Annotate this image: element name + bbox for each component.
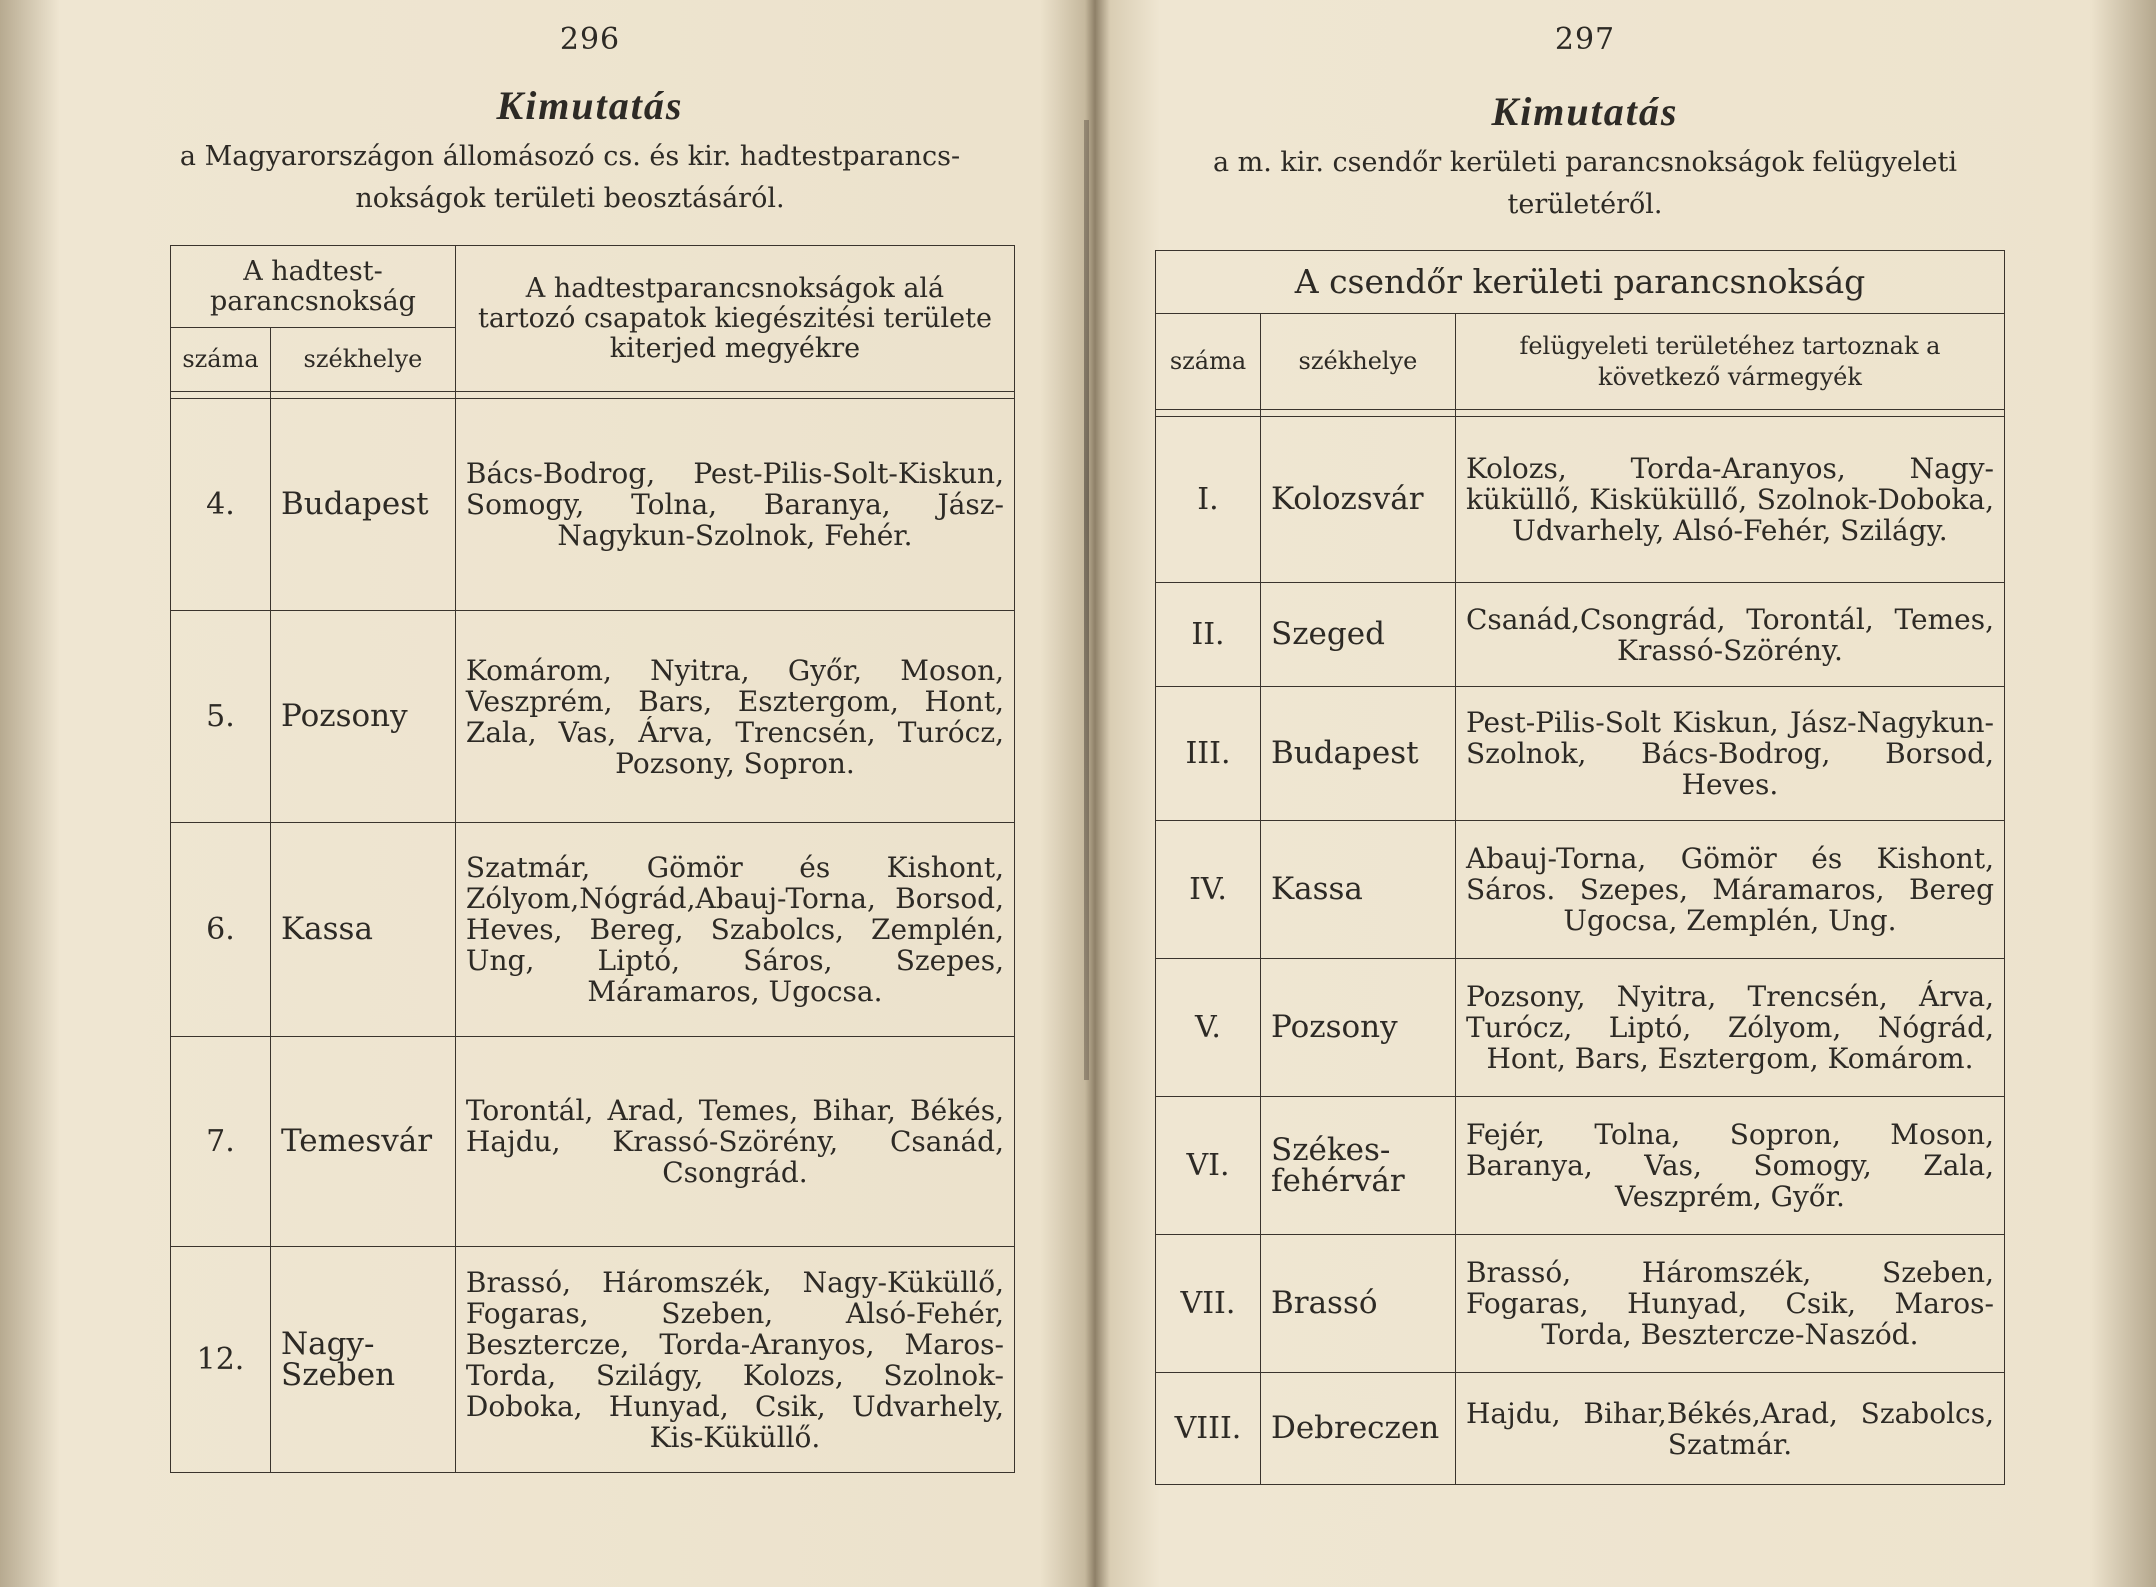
- table-row: [1156, 1097, 2005, 1235]
- table-row: [171, 611, 1015, 823]
- row-counties: Fejér, Tolna, Sopron, Moson, Baranya, Vas, Somogy, Zala, Veszprém, Győr.: [1455, 1097, 2004, 1235]
- row-counties: Torontál, Arad, Temes, Bihar, Békés, Hajdu, Krassó-Szörény, Csanád, Csongrád.: [455, 1037, 1014, 1247]
- table-row: [171, 1247, 1015, 1473]
- row-counties: Kolozs, Torda-Aranyos, Nagy-küküllő, Kisküküllő, Szolnok-Doboka, Udvarhely, Alsó-Fehér, Szilágy.: [1455, 417, 2004, 583]
- subtitle-line: nokságok területi beosztásáról.: [355, 183, 785, 214]
- row-counties: Brassó, Háromszék, Szeben, Fogaras, Hunyad, Csik, Maros-Torda, Beszterczе-Naszód.: [1455, 1235, 2004, 1373]
- row-number: V.: [1156, 959, 1261, 1097]
- row-counties: Bács-Bodrog, Pest-Pilis-Solt-Kiskun, Somogy, Tolna, Baranya, Jász-Nagykun-Szolnok, Fehér.: [455, 399, 1014, 611]
- row-seat: Nagy-Szeben: [270, 1247, 455, 1473]
- page-number: 296: [559, 22, 621, 57]
- table-row: [1156, 821, 2005, 959]
- row-seat: Brassó: [1260, 1235, 1455, 1373]
- table-row: [1156, 417, 2005, 583]
- subtitle-line: területéről.: [1507, 189, 1663, 220]
- row-counties: Pozsony, Nyitra, Trencsén, Árva, Turócz, Liptó, Zólyom, Nógrád, Hont, Bars, Esztergom, Komárom.: [1455, 959, 2004, 1097]
- table-row: [1156, 583, 2005, 687]
- page-number: 297: [1554, 22, 1616, 57]
- gendarmerie-command-table: [1155, 250, 2005, 1485]
- header-group: A csendőr kerületi parancsnokság: [1156, 251, 2005, 314]
- row-number: 12.: [171, 1247, 271, 1473]
- row-counties: Brassó, Háromszék, Nagy-Küküllő, Fogaras, Szeben, Alsó-Fehér, Beszterczе, Torda-Aranyos, Maros-Torda, Szilágy, Kolozs, Szolnok-Doboka, Hunyad, Csik, Udvarhely, Kis-Küküllő.: [455, 1247, 1014, 1473]
- row-counties: Csanád,Csongrád, Torontál, Temes, Krassó-Szörény.: [1455, 583, 2004, 687]
- subtitle-line: a m. kir. csendőr kerületi parancsnokságok felügyeleti: [1212, 147, 1958, 178]
- row-number: VIII.: [1156, 1373, 1261, 1485]
- row-seat: Kassa: [1260, 821, 1455, 959]
- row-counties: Pest-Pilis-Solt Kiskun, Jász-Nagykun-Szolnok, Bács-Bodrog, Borsod, Heves.: [1455, 687, 2004, 821]
- row-counties: Hajdu, Bihar,Békés,Arad, Szabolcs, Szatmár.: [1455, 1373, 2004, 1485]
- row-seat: Budapest: [270, 399, 455, 611]
- table-row: [171, 1037, 1015, 1247]
- row-seat: Debreczen: [1260, 1373, 1455, 1485]
- row-number: VII.: [1156, 1235, 1261, 1373]
- table-row: [1156, 687, 2005, 821]
- header-seat: székhelye: [270, 328, 455, 392]
- header-number: száma: [1156, 314, 1261, 410]
- row-counties: Komárom, Nyitra, Győr, Moson, Veszprém, Bars, Esztergom, Hont, Zala, Vas, Árva, Trencsén, Turócz, Pozsony, Sopron.: [455, 611, 1014, 823]
- header-number: száma: [171, 328, 271, 392]
- row-seat: Szeged: [1260, 583, 1455, 687]
- table-row: [1156, 1373, 2005, 1485]
- page-subtitle: [130, 136, 1010, 220]
- page-title: Kimutatás: [1491, 89, 1679, 134]
- row-number: III.: [1156, 687, 1261, 821]
- header-counties: felügyeleti területéhez tartoznak a következő vármegyék: [1455, 314, 2004, 410]
- row-number: II.: [1156, 583, 1261, 687]
- row-number: I.: [1156, 417, 1261, 583]
- header-seat: székhelye: [1260, 314, 1455, 410]
- page-subtitle: [1145, 142, 2025, 226]
- table-row: [1156, 959, 2005, 1097]
- binding-thread: [1084, 120, 1089, 1080]
- row-number: 7.: [171, 1037, 271, 1247]
- row-number: IV.: [1156, 821, 1261, 959]
- page-title: Kimutatás: [496, 83, 684, 128]
- subtitle-line: a Magyarországon állomásozó cs. és kir. hadtestparancs-: [179, 141, 961, 172]
- row-seat: Temesvár: [270, 1037, 455, 1247]
- table-row: [171, 399, 1015, 611]
- row-number: 5.: [171, 611, 271, 823]
- right-page: [1145, 0, 2025, 1587]
- row-number: 4.: [171, 399, 271, 611]
- row-seat: Kolozsvár: [1260, 417, 1455, 583]
- header-counties: A hadtestparancsnokságok alá tartozó csapatok kiegészitési területe kiterjed megyékre: [455, 246, 1014, 392]
- table-row: [171, 823, 1015, 1037]
- header-group: A hadtest-parancsnokság: [171, 246, 456, 328]
- row-counties: Szatmár, Gömör és Kishont, Zólyom,Nógrád,Abauj-Torna, Borsod, Heves, Bereg, Szabolcs, Zemplén, Ung, Liptó, Sáros, Szepes, Máramaros, Ugocsa.: [455, 823, 1014, 1037]
- row-seat: Kassa: [270, 823, 455, 1037]
- row-seat: Budapest: [1260, 687, 1455, 821]
- row-counties: Abauj-Torna, Gömör és Kishont, Sáros. Szepes, Máramaros, Bereg Ugocsa, Zemplén, Ung.: [1455, 821, 2004, 959]
- corps-command-table: [170, 245, 1015, 1473]
- row-seat: Pozsony: [270, 611, 455, 823]
- left-page: [150, 0, 1030, 1587]
- row-seat: Pozsony: [1260, 959, 1455, 1097]
- row-seat: Székes-fehérvár: [1260, 1097, 1455, 1235]
- row-number: 6.: [171, 823, 271, 1037]
- row-number: VI.: [1156, 1097, 1261, 1235]
- table-row: [1156, 1235, 2005, 1373]
